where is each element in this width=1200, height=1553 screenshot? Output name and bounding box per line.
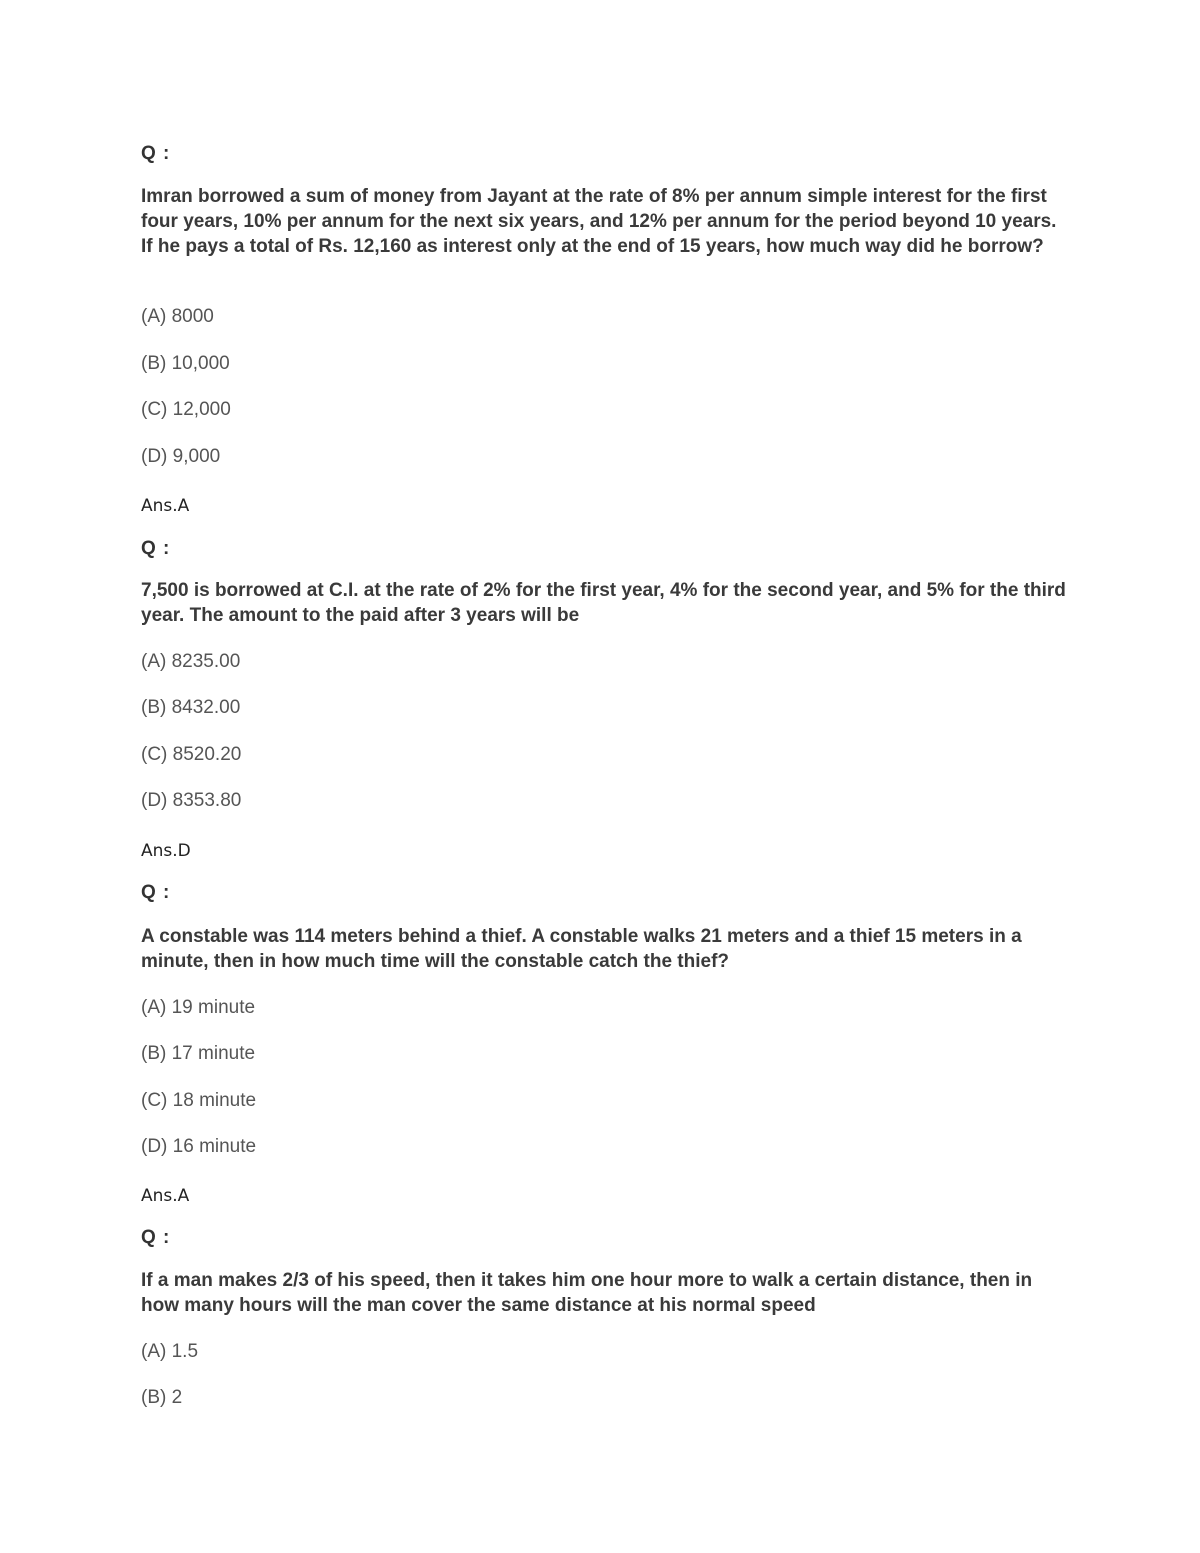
option-d: (D) 8353.80 — [141, 790, 242, 811]
option-b: (B) 2 — [141, 1387, 183, 1408]
option-c: (C) 18 minute — [141, 1090, 257, 1111]
option-a: (A) 8000 — [141, 306, 214, 327]
answer: Ans.A — [141, 1186, 190, 1206]
question-text: A constable was 114 meters behind a thief. A constable walks 21 meters and a thief 15 meters in a minute, then in how much time will the constable catch the thief? — [141, 926, 1022, 972]
question-label: Q : — [141, 143, 171, 164]
option-c: (C) 8520.20 — [141, 744, 242, 765]
option-d: (D) 16 minute — [141, 1136, 257, 1157]
option-d: (D) 9,000 — [141, 446, 221, 467]
answer: Ans.A — [141, 496, 190, 516]
option-c: (C) 12,000 — [141, 399, 231, 420]
option-a: (A) 1.5 — [141, 1341, 199, 1362]
option-a: (A) 19 minute — [141, 997, 256, 1018]
question-text: If a man makes 2/3 of his speed, then it takes him one hour more to walk a certain distance, then in how many hours will the man cover the same distance at his normal speed — [141, 1270, 1033, 1316]
question-label: Q : — [141, 882, 171, 903]
question-text: 7,500 is borrowed at C.I. at the rate of 2% for the first year, 4% for the second year, and 5% for the third year. The amount to the paid after 3 years will be — [141, 580, 1066, 626]
option-b: (B) 17 minute — [141, 1043, 256, 1064]
option-b: (B) 10,000 — [141, 353, 230, 374]
option-a: (A) 8235.00 — [141, 651, 241, 672]
question-text: Imran borrowed a sum of money from Jayant at the rate of 8% per annum simple interest for the first four years, 10% per annum for the next six years, and 12% per annum for the period beyond 10 years. If he pays a total of Rs. 12,160 as interest only at the end of 15 years, how much way did he borrow? — [141, 186, 1057, 257]
option-b: (B) 8432.00 — [141, 697, 241, 718]
question-label: Q : — [141, 538, 171, 559]
question-label: Q : — [141, 1227, 171, 1248]
answer: Ans.D — [141, 841, 191, 861]
